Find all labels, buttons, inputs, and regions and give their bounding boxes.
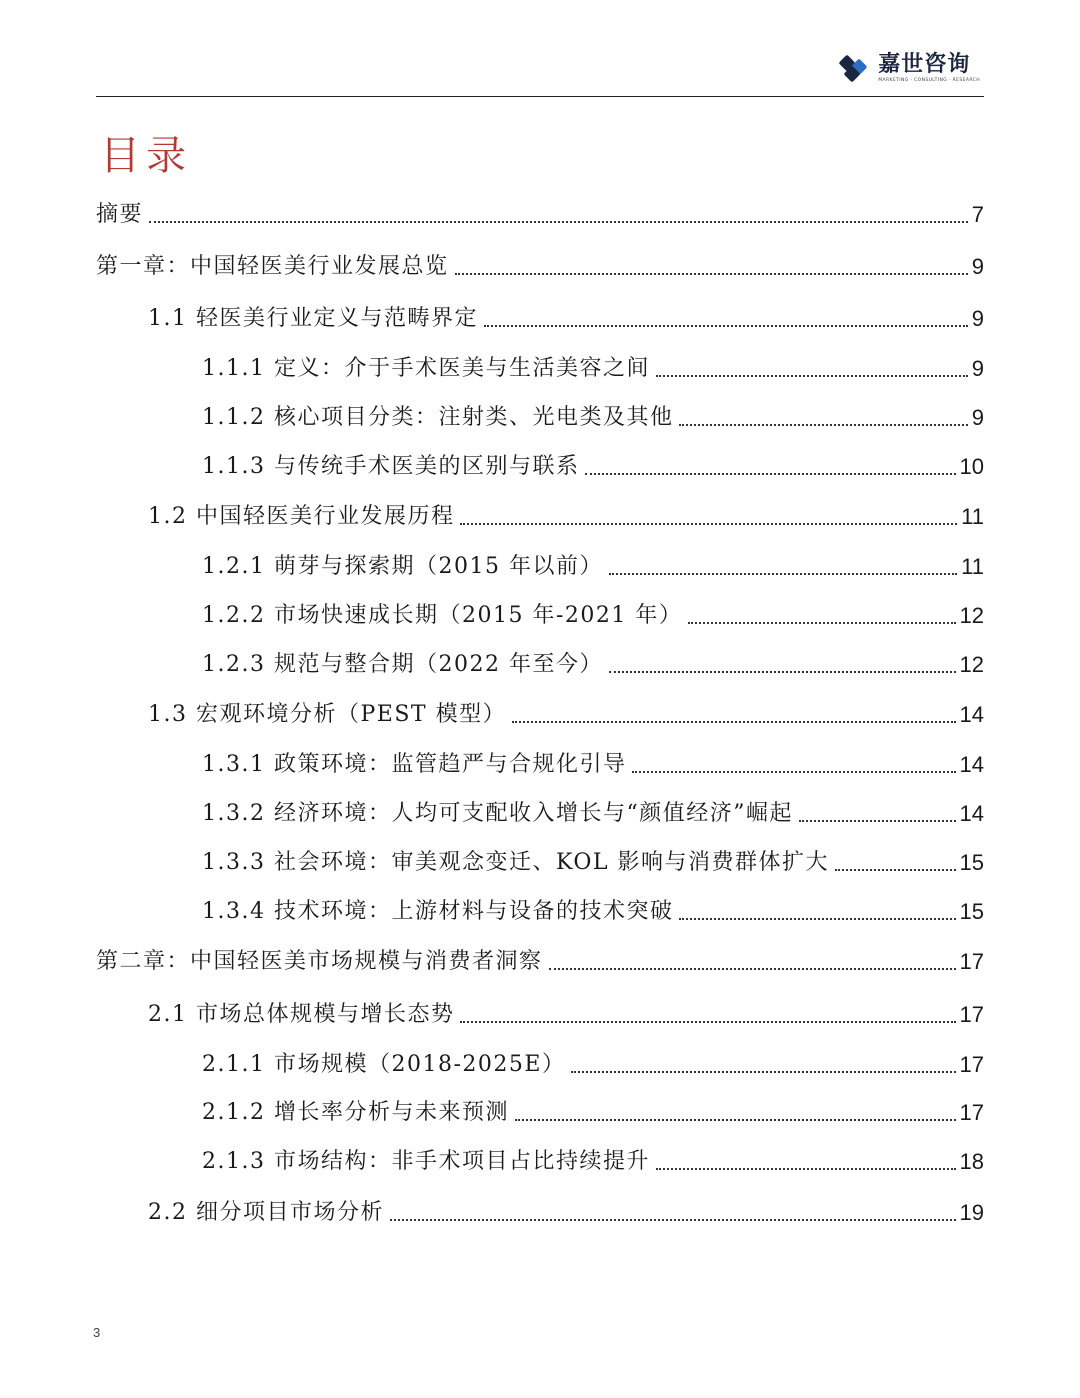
- toc-entry-label: 第一章：中国轻医美行业发展总览: [96, 254, 449, 279]
- toc-entry-page: 17: [959, 1002, 984, 1027]
- toc-entry-label: 1.2 中国轻医美行业发展历程: [148, 504, 455, 529]
- toc-entry-page: 7: [971, 202, 984, 227]
- toc-entry-label: 2.2 细分项目市场分析: [148, 1200, 384, 1225]
- toc-leader: [484, 324, 968, 327]
- toc-entry-page: 17: [959, 1052, 984, 1077]
- toc-entry-page: 17: [959, 1100, 984, 1125]
- toc-leader: [688, 621, 955, 624]
- toc-entry-page: 15: [959, 899, 984, 924]
- toc-entry[interactable]: [202, 789, 984, 829]
- toc-leader: [571, 1070, 955, 1073]
- toc-entry[interactable]: [96, 190, 984, 230]
- toc-entry[interactable]: [202, 393, 984, 433]
- page-header: [96, 40, 984, 97]
- toc-entry-label: 1.1.3 与传统手术医美的区别与联系: [202, 454, 580, 479]
- toc-entry[interactable]: [202, 838, 984, 878]
- toc-entry[interactable]: [148, 294, 984, 334]
- toc-entry[interactable]: [202, 887, 984, 927]
- toc-leader: [149, 220, 968, 223]
- toc-leader: [679, 917, 955, 920]
- toc-entry[interactable]: [202, 344, 984, 384]
- toc-leader: [512, 720, 955, 723]
- toc-leader: [609, 670, 956, 673]
- toc-entry-label: 1.3.1 政策环境：监管趋严与合规化引导: [202, 752, 627, 777]
- toc-entry-page: 17: [959, 949, 984, 974]
- toc-entry[interactable]: [148, 690, 984, 730]
- toc-entry[interactable]: [202, 591, 984, 631]
- toc-entry[interactable]: [202, 1088, 984, 1128]
- toc-entry[interactable]: [148, 492, 984, 532]
- toc-entry[interactable]: [202, 1137, 984, 1177]
- toc-entry-page: 11: [961, 504, 984, 529]
- toc-entry-label: 摘要: [96, 202, 144, 227]
- toc-entry[interactable]: [148, 990, 984, 1030]
- toc-leader: [455, 272, 968, 275]
- toc-entry-page: 10: [959, 454, 984, 479]
- toc-entry[interactable]: [202, 442, 984, 482]
- toc-entry-page: 12: [959, 603, 984, 628]
- toc-leader: [632, 770, 955, 773]
- toc-entry[interactable]: [202, 542, 984, 582]
- toc-entry-page: 15: [959, 850, 984, 875]
- toc-entry-page: 9: [971, 306, 984, 331]
- toc-leader: [390, 1218, 956, 1221]
- toc-entry-page: 9: [971, 405, 984, 430]
- brand-tagline: MARKETING · CONSULTING · RESEARCH: [878, 78, 980, 83]
- toc-entry-label: 第二章：中国轻医美市场规模与消费者洞察: [96, 949, 543, 974]
- toc-entry-label: 2.1.2 增长率分析与未来预测: [202, 1100, 509, 1125]
- brand-logo: [838, 48, 980, 88]
- toc-entry[interactable]: [96, 937, 984, 977]
- toc-entry-label: 2.1.1 市场规模（2018-2025E）: [202, 1052, 566, 1077]
- toc-leader: [656, 1167, 956, 1170]
- toc-entry-page: 9: [971, 254, 984, 279]
- brand-name: 嘉世咨询: [878, 52, 971, 77]
- toc-leader: [515, 1118, 956, 1121]
- toc-entry-page: 18: [959, 1149, 984, 1174]
- toc-entry[interactable]: [148, 1188, 984, 1228]
- toc-entry-label: 1.1.1 定义：介于手术医美与生活美容之间: [202, 356, 650, 381]
- toc-entry-label: 2.1 市场总体规模与增长态势: [148, 1002, 455, 1027]
- toc-entry-label: 1.1 轻医美行业定义与范畴界定: [148, 306, 478, 331]
- toc-entry-label: 1.2.2 市场快速成长期（2015 年-2021 年）: [202, 603, 683, 628]
- toc-entry-label: 2.1.3 市场结构：非手术项目占比持续提升: [202, 1149, 650, 1174]
- toc-entry-label: 1.3.2 经济环境：人均可支配收入增长与“颜值经济”崛起: [202, 801, 793, 826]
- toc-entry-page: 14: [959, 801, 984, 826]
- toc-entry-page: 9: [971, 356, 984, 381]
- logo-mark-icon: [838, 51, 872, 85]
- toc-leader: [799, 819, 956, 822]
- toc-entry-page: 11: [961, 554, 984, 579]
- toc-entry-page: 14: [959, 702, 984, 727]
- page-number: 3: [93, 1325, 101, 1340]
- toc-entry-label: 1.3 宏观环境分析（PEST 模型）: [148, 702, 507, 727]
- toc-entry-label: 1.1.2 核心项目分类：注射类、光电类及其他: [202, 405, 674, 430]
- toc-leader: [656, 374, 968, 377]
- toc-leader: [585, 472, 955, 475]
- toc-entry-label: 1.3.4 技术环境：上游材料与设备的技术突破: [202, 899, 674, 924]
- toc-title: 目录: [100, 133, 192, 179]
- toc-entry-page: 12: [959, 652, 984, 677]
- toc-entry[interactable]: [96, 242, 984, 282]
- toc-leader: [460, 522, 957, 525]
- toc-leader: [679, 423, 967, 426]
- toc-entry-label: 1.2.3 规范与整合期（2022 年至今）: [202, 652, 603, 677]
- toc-leader: [835, 868, 956, 871]
- toc-leader: [549, 967, 956, 970]
- toc-entry-label: 1.2.1 萌芽与探索期（2015 年以前）: [202, 554, 603, 579]
- toc-entry[interactable]: [202, 740, 984, 780]
- toc-leader: [460, 1020, 955, 1023]
- toc-entry[interactable]: [202, 640, 984, 680]
- toc-entry-label: 1.3.3 社会环境：审美观念变迁、KOL 影响与消费群体扩大: [202, 850, 829, 875]
- toc-entry-page: 14: [959, 752, 984, 777]
- toc-entry-page: 19: [959, 1200, 984, 1225]
- toc-entry[interactable]: [202, 1040, 984, 1080]
- toc-leader: [609, 572, 957, 575]
